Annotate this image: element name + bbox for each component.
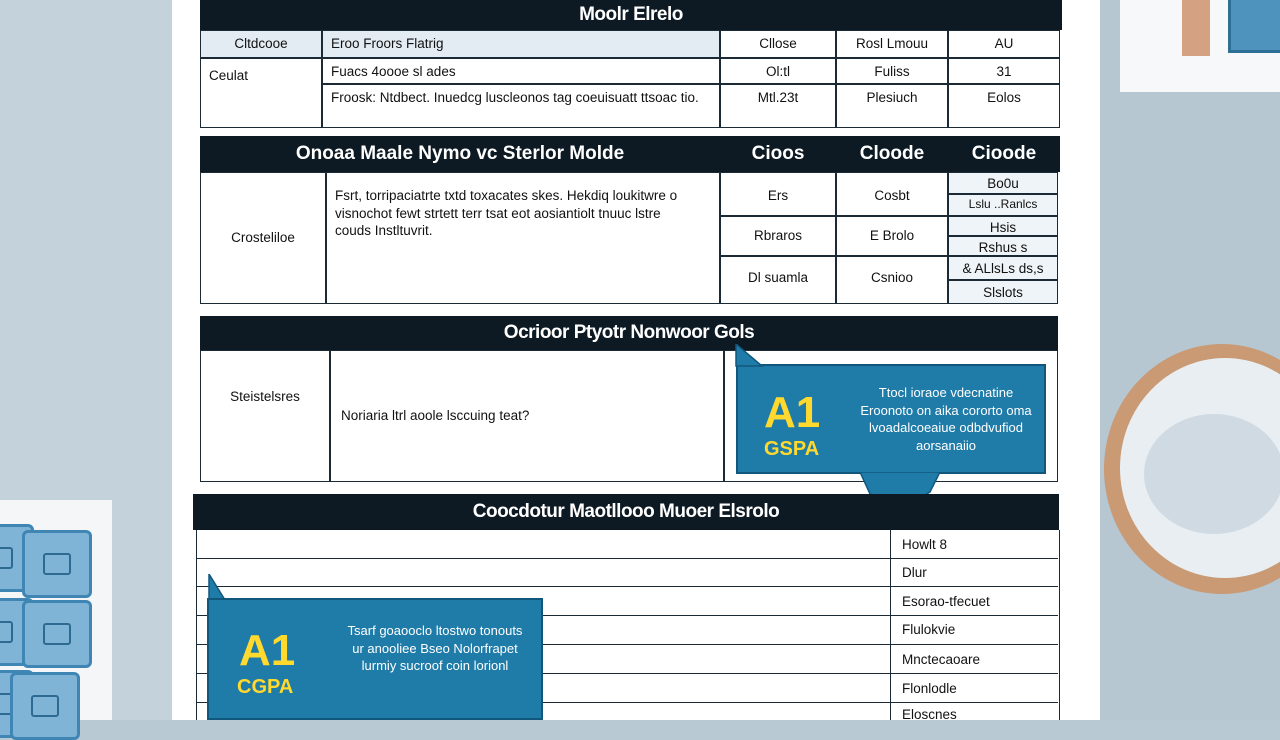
decorative-blue-tile bbox=[1228, 0, 1280, 53]
section4-callout-grade: A1 bbox=[239, 626, 296, 675]
section1-header-cell: Eroo Froors Flatrig bbox=[322, 30, 720, 58]
section4-list-item: Howlt 8 bbox=[902, 537, 948, 552]
section1-header-cell: Cltdcooe bbox=[200, 30, 322, 58]
section4-list-item: Eloscnes bbox=[902, 707, 957, 722]
keypad-key bbox=[10, 672, 80, 740]
section2-value: Rshus s bbox=[948, 236, 1058, 256]
decorative-card-top-right bbox=[1120, 0, 1280, 92]
section4-callout-box bbox=[207, 598, 543, 720]
section2-value: E Brolo bbox=[836, 216, 948, 256]
section4-row-line bbox=[196, 558, 1058, 559]
section4-callout-text: Tsarf goaooclo ltostwo tonouts ur anooliee Bseo Nolorfrapet lurmiy sucroof coin lorionl bbox=[347, 623, 523, 674]
section2-value: Ers bbox=[720, 172, 836, 216]
section2-value: & ALlsLs ds,s bbox=[948, 256, 1058, 280]
keypad-key bbox=[22, 530, 92, 598]
section1-header-cell: Cllose bbox=[720, 30, 836, 58]
section2-col-head: Cloode bbox=[859, 143, 925, 164]
section4-list-item: Esorao-tfecuet bbox=[902, 594, 990, 609]
section1-row-value: Plesiuch bbox=[836, 84, 948, 128]
section4-list-item: Flonlodle bbox=[902, 681, 957, 696]
section4-title: Coocdotur Maotllooo Muoer Elsrolo bbox=[193, 494, 1059, 530]
section1-header-cell: Rosl Lmouu bbox=[836, 30, 948, 58]
section2-title: Onoaa Maale Nymo vc Sterlor Molde bbox=[295, 143, 625, 164]
section2-row-label: Crosteliloe bbox=[200, 172, 326, 304]
section2-description: Fsrt, torripaciatrte txtd toxacates skes. Hekdiq loukitwre o visnochot fewt strtett terr tsat eot aosiantiolt tnuuc lstre couds Instltuvrit. bbox=[326, 172, 720, 304]
decorative-keypad bbox=[0, 500, 112, 720]
section2-value: Slslots bbox=[948, 280, 1058, 304]
section3-row-label: Steistelsres bbox=[200, 350, 330, 482]
section4-callout-tail bbox=[207, 574, 227, 600]
section2-col-head: Cioode bbox=[971, 143, 1037, 164]
section4-list-item: Dlur bbox=[902, 565, 927, 580]
section3-callout-box bbox=[736, 364, 1046, 474]
section3-callout-tail-top bbox=[734, 344, 764, 368]
section3-description: Noriaria ltrl aoole lsccuing teat? bbox=[330, 350, 724, 482]
section2-value: Csnioo bbox=[836, 256, 948, 304]
decorative-tan-strip bbox=[1182, 0, 1210, 56]
section1-row-value: Mtl.23t bbox=[720, 84, 836, 128]
section2-value: Lslu ..Ranlcs bbox=[948, 194, 1058, 216]
section3-callout-sub: GSPA bbox=[764, 438, 820, 460]
section4-list-item: Mnctecaoare bbox=[902, 652, 981, 667]
section4-list-item: Flulokvie bbox=[902, 622, 956, 637]
section2-value: Dl suamla bbox=[720, 256, 836, 304]
section1-row-value: 31 bbox=[948, 58, 1060, 84]
section2-value: Bo0u bbox=[948, 172, 1058, 194]
section2-value: Cosbt bbox=[836, 172, 948, 216]
section4-callout-sub: CGPA bbox=[237, 676, 294, 698]
section2-col-head: Cioos bbox=[751, 143, 805, 164]
section4-row-line bbox=[196, 586, 1058, 587]
section1-row-label: Ceulat bbox=[200, 58, 322, 128]
section2-value: Hsis bbox=[948, 216, 1058, 236]
section1-row-value: Fuliss bbox=[836, 58, 948, 84]
section1-row-value: Ol:tl bbox=[720, 58, 836, 84]
bowl-shade bbox=[1144, 414, 1280, 534]
keypad-key bbox=[22, 600, 92, 668]
section1-row-value: Eolos bbox=[948, 84, 1060, 128]
section3-callout-grade: A1 bbox=[764, 388, 821, 437]
section1-title: Moolr Elrelo bbox=[200, 0, 1062, 30]
section3-title: Ocrioor Ptyotr Nonwoor Gols bbox=[200, 316, 1058, 350]
section1-row-desc: Froosk: Ntdbect. Inuedcg luscleonos tag coeuisuatt ttsoac tio. bbox=[322, 84, 720, 128]
section1-row-desc: Fuacs 4oooe sl ades bbox=[322, 58, 720, 84]
section2-value: Rbraros bbox=[720, 216, 836, 256]
section3-callout-text: Ttocl ioraoe vdecnatine Eroonoto on aika cororto oma lvoadalcoeaiue odbdvufiod aorsanaiio bbox=[860, 385, 1032, 453]
section1-header-cell: AU bbox=[948, 30, 1060, 58]
